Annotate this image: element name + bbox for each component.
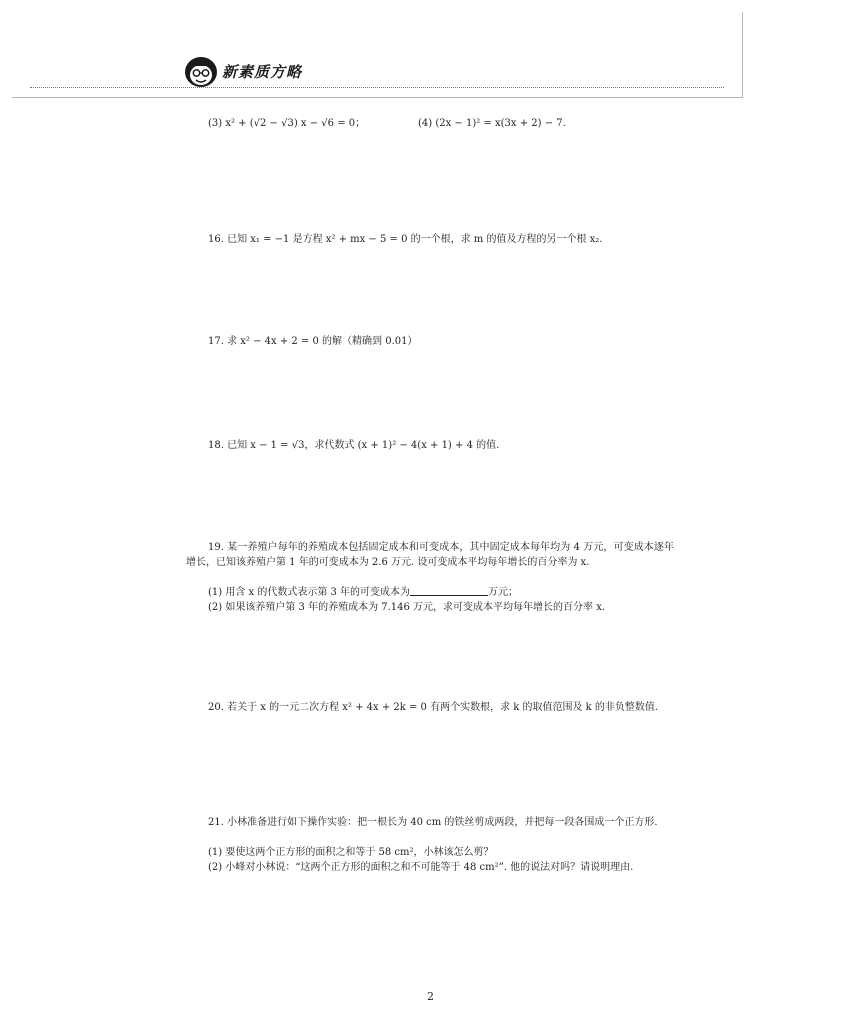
question-18: 18. 已知 x − 1 = √3，求代数式 (x + 1)² − 4(x + 1) + 4 的值. bbox=[208, 440, 500, 451]
header-vertical-rule bbox=[742, 12, 743, 98]
question-15-part-4: (4) (2x − 1)² = x(3x + 2) − 7. bbox=[418, 118, 566, 129]
question-19-stem: 19. 某一养殖户每年的养殖成本包括固定成本和可变成本，其中固定成本每年均为 4 万元，可变成本逐年增长，已知该养殖户第 1 年的可变成本为 2.6 万元. 设可变成本平均每年增长的百分率为 x. bbox=[186, 542, 674, 568]
brand-title: 新素质方略 bbox=[222, 63, 303, 81]
header-horizontal-rule bbox=[12, 97, 743, 98]
question-21-stem: 21. 小林准备进行如下操作实验：把一根长为 40 cm 的铁丝剪成两段，并把每一段各围成一个正方形. bbox=[208, 817, 658, 828]
question-20: 20. 若关于 x 的一元二次方程 x² + 4x + 2k = 0 有两个实数根，求 k 的取值范围及 k 的非负整数值. bbox=[208, 702, 659, 713]
answer-blank[interactable] bbox=[410, 585, 488, 596]
question-19-part-1-text: (1) 用含 x 的代数式表示第 3 年的可变成本为 bbox=[208, 587, 411, 598]
question-21-part-2: (2) 小峰对小林说：“这两个正方形的面积之和不可能等于 48 cm²”. 他的说法对吗？请说明理由. bbox=[208, 862, 634, 873]
question-16: 16. 已知 x₁ = −1 是方程 x² + mx − 5 = 0 的一个根，求 m 的值及方程的另一个根 x₂. bbox=[208, 234, 603, 245]
page-number: 2 bbox=[427, 990, 434, 1003]
question-19-part-1 bbox=[208, 585, 518, 600]
question-19-part-1-unit: 万元； bbox=[488, 587, 519, 598]
question-15-part-3: (3) x² + (√2 − √3) x − √6 = 0； bbox=[208, 118, 366, 129]
question-19-part-2: (2) 如果该养殖户第 3 年的养殖成本为 7.146 万元，求可变成本平均每年增长的百分率 x. bbox=[208, 602, 606, 613]
question-21-part-1: (1) 要使这两个正方形的面积之和等于 58 cm²，小林该怎么剪？ bbox=[208, 847, 494, 858]
header-dotted-rule bbox=[30, 87, 724, 88]
mascot-logo-icon bbox=[182, 54, 220, 90]
question-17: 17. 求 x² − 4x + 2 = 0 的解（精确到 0.01） bbox=[208, 336, 418, 347]
